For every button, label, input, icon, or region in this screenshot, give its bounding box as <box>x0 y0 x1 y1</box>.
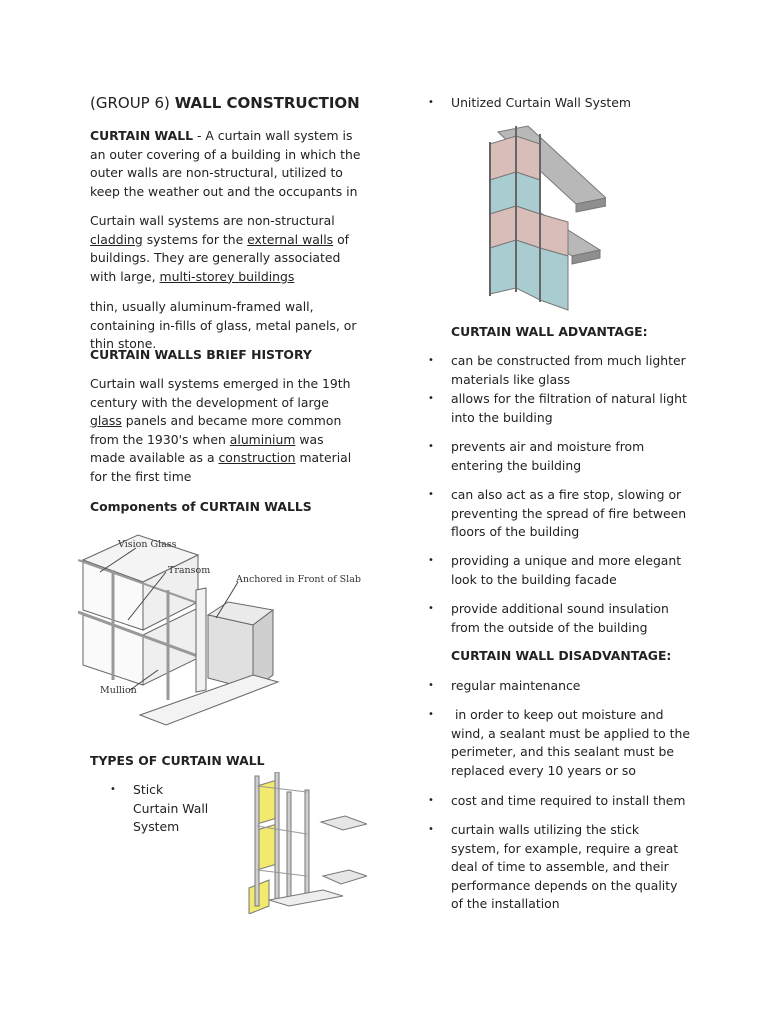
slab-lower <box>323 870 367 884</box>
bullet-dot: • <box>428 795 434 806</box>
construction-link[interactable]: construction <box>218 450 296 466</box>
bullet-dot: • <box>428 603 434 614</box>
intro-term: CURTAIN WALL <box>90 128 194 143</box>
bullet-dot: • <box>428 393 434 404</box>
title-main: WALL CONSTRUCTION <box>174 94 360 112</box>
advantage-text: can also act as a fire stop, slowing or preventing the spread of fire between floors of the building <box>451 487 687 540</box>
history-paragraph <box>90 375 360 487</box>
bullet-dot: • <box>428 709 434 720</box>
para2-c: of buildings. They are generally associated with large, <box>90 231 350 284</box>
advantage-text: allows for the filtration of natural light into the building <box>451 391 687 425</box>
disadvantage-item <box>428 792 690 811</box>
disadvantage-heading: CURTAIN WALL DISADVANTAGE: <box>451 648 672 663</box>
mullion-2 <box>275 772 279 900</box>
stick-bullet <box>110 781 210 837</box>
label-anchored: Anchored in Front of Slab <box>236 574 361 585</box>
disadvantage-item <box>428 821 690 914</box>
disadvantage-text: in order to keep out moisture and wind, a sealant must be applied to the perimeter, and this sealant must be replaced every 10 years or so <box>451 707 694 778</box>
history-heading: CURTAIN WALLS BRIEF HISTORY <box>90 347 312 362</box>
advantage-item <box>428 600 690 637</box>
label-mullion: Mullion <box>100 685 137 696</box>
yellow-infill-middle <box>257 824 277 870</box>
page-title <box>90 93 360 113</box>
disadvantage-text: regular maintenance <box>451 678 581 693</box>
advantage-text: prevents air and moisture from entering the building <box>451 439 645 473</box>
advantage-text: can be constructed from much lighter materials like glass <box>451 353 686 387</box>
history-d: material for the first time <box>90 450 352 484</box>
label-vision-glass: Vision Glass <box>118 539 177 550</box>
history-b: panels and became more common from the 1930's when <box>90 413 342 447</box>
mullion-3 <box>287 792 291 902</box>
disadvantage-text: curtain walls utilizing the stick system, for example, require a great deal of time to assemble, and their performance depends on the quality of the installation <box>451 822 679 912</box>
mullion-1 <box>255 776 259 906</box>
stick-system-diagram <box>245 772 367 914</box>
components-diagram <box>78 530 378 745</box>
bullet-dot: • <box>428 680 434 691</box>
advantage-heading: CURTAIN WALL ADVANTAGE: <box>451 324 648 339</box>
para2-a: Curtain wall systems are non-structural <box>90 213 335 228</box>
advantage-text: providing a unique and more elegant look to the building facade <box>451 553 682 587</box>
slab-upper <box>321 816 367 830</box>
bullet-dot: • <box>428 489 434 500</box>
advantage-item <box>428 552 690 589</box>
bullet-dot: • <box>110 784 116 795</box>
title-group: (GROUP 6) <box>90 94 170 112</box>
disadvantage-text: cost and time required to install them <box>451 793 686 808</box>
cladding-paragraph <box>90 212 364 286</box>
advantage-text: provide additional sound insulation from the outside of the building <box>451 601 669 635</box>
types-heading: TYPES OF CURTAIN WALL <box>90 753 265 768</box>
glass-link[interactable]: glass <box>90 413 122 429</box>
disadvantage-item <box>428 706 694 780</box>
multistorey-link[interactable]: multi-storey buildings <box>159 268 295 284</box>
bullet-dot: • <box>428 441 434 452</box>
history-c: was made available as a <box>90 431 324 466</box>
mullion-4 <box>305 790 309 902</box>
advantage-item <box>428 390 690 427</box>
history-a: Curtain wall systems emerged in the 19th century with the development of large <box>90 376 351 410</box>
unitized-system-diagram <box>488 122 606 314</box>
bullet-dot: • <box>428 555 434 566</box>
advantage-item <box>428 438 690 475</box>
cladding-link[interactable]: cladding <box>90 231 143 247</box>
unit-lower-vision-3 <box>540 248 568 310</box>
unit-lower-vision <box>490 240 516 294</box>
disadvantage-item <box>428 677 690 696</box>
aluminum-paragraph: thin, usually aluminum-framed wall, containing in-fills of glass, metal panels, or thin stone. <box>90 299 357 352</box>
external-walls-link[interactable]: external walls <box>247 231 334 247</box>
intro-paragraph <box>90 127 362 201</box>
para2-b: systems for the <box>142 231 248 247</box>
bullet-dot: • <box>428 97 434 108</box>
components-heading: Components of CURTAIN WALLS <box>90 499 312 514</box>
bullet-dot: • <box>428 824 434 835</box>
unit-lower-vision-2 <box>516 240 540 300</box>
intro-definition: - A curtain wall system is an outer covering of a building in which the outer walls are non-structural, utilized to keep the weather out and the occupants in <box>90 128 361 199</box>
aluminium-link[interactable]: aluminium <box>229 431 296 447</box>
bullet-dot: • <box>428 355 434 366</box>
bottom-slab <box>140 675 278 725</box>
unitized-bullet-text: Unitized Curtain Wall System <box>451 95 631 110</box>
mullion-post <box>196 588 206 692</box>
label-transom: Transom <box>168 565 211 576</box>
advantage-item <box>428 352 690 389</box>
advantage-item <box>428 486 690 542</box>
stick-bullet-text: Stick Curtain Wall System <box>133 782 209 835</box>
unitized-bullet <box>428 94 690 113</box>
